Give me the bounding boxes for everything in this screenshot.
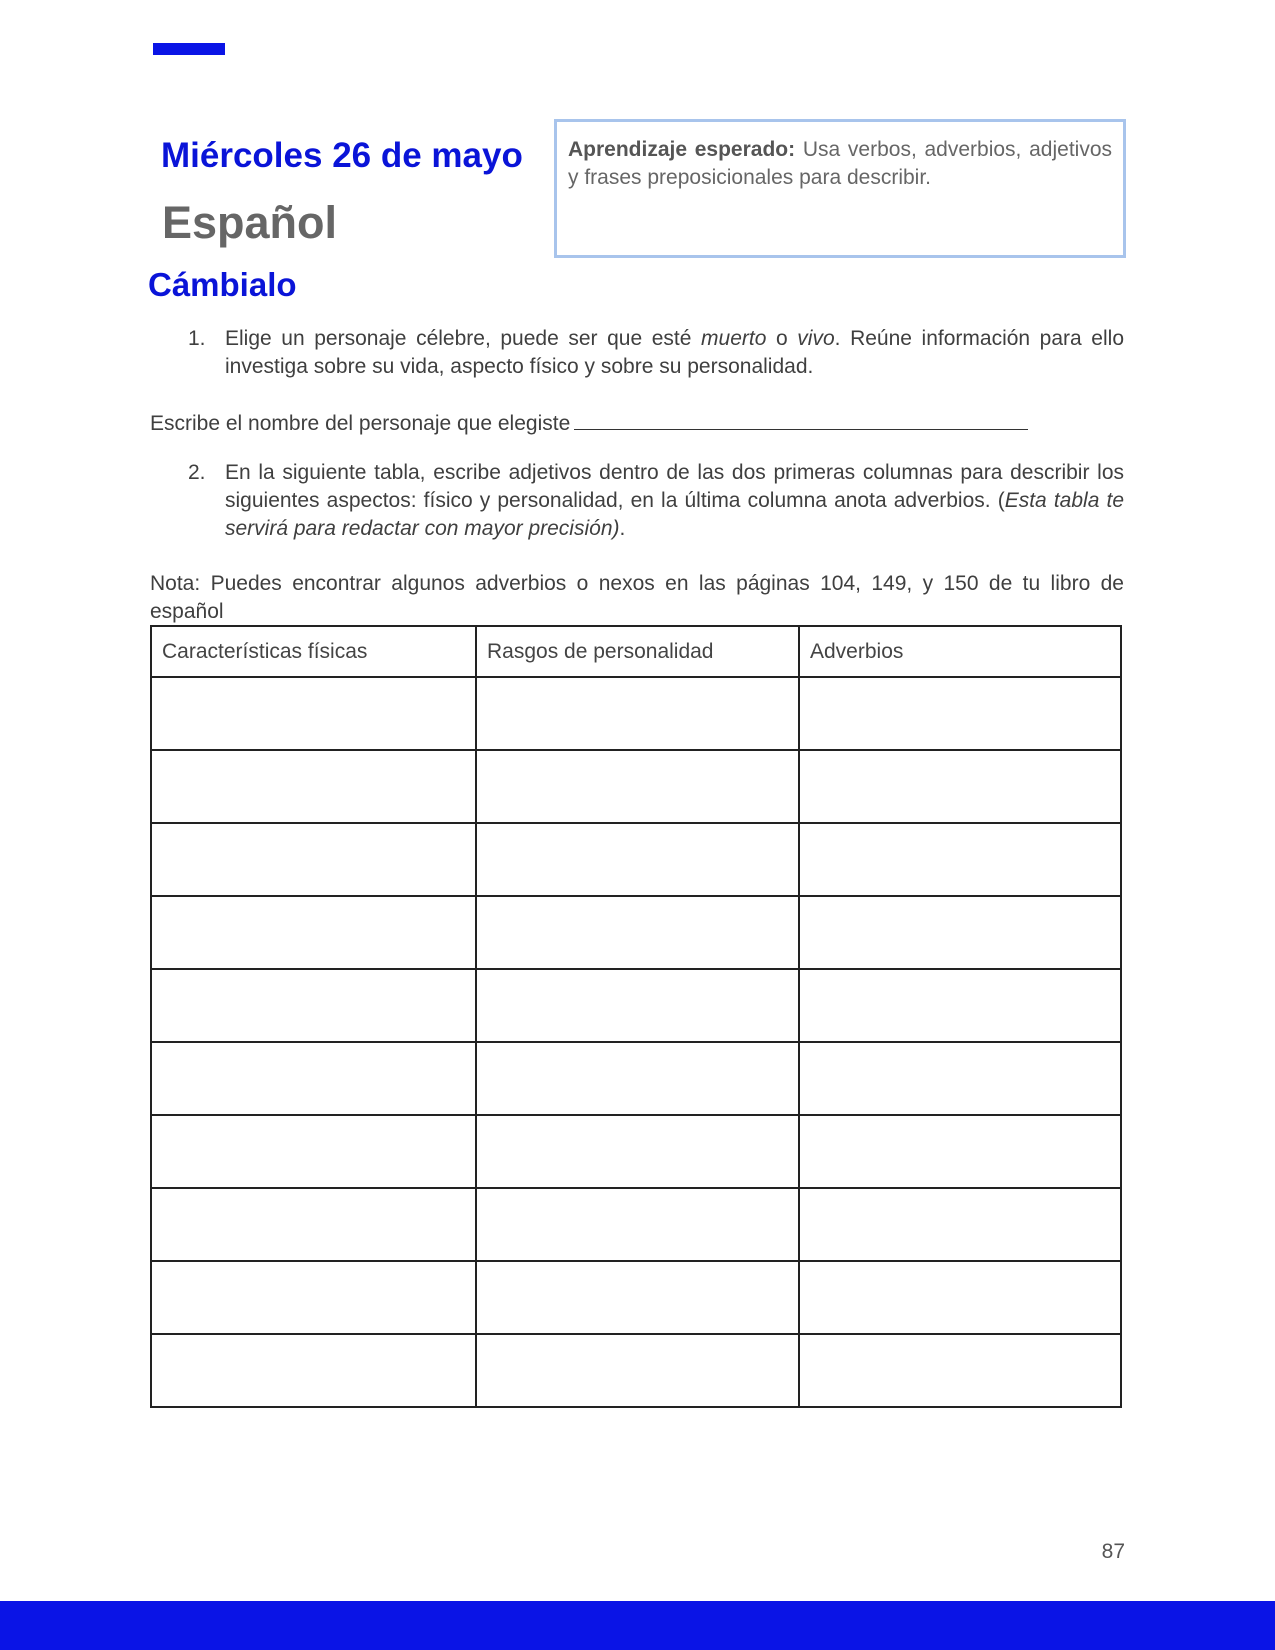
character-name-label: Escribe el nombre del personaje que elegiste xyxy=(150,412,571,435)
header-physical: Características físicas xyxy=(151,626,476,677)
table-cell[interactable] xyxy=(476,677,799,750)
table-cell[interactable] xyxy=(476,969,799,1042)
table-cell[interactable] xyxy=(476,1115,799,1188)
table-cell[interactable] xyxy=(476,1334,799,1407)
character-name-blank[interactable] xyxy=(574,407,1028,430)
table-cell[interactable] xyxy=(476,823,799,896)
table-cell[interactable] xyxy=(476,896,799,969)
table-row xyxy=(151,1188,1121,1261)
table-row xyxy=(151,1042,1121,1115)
table-row xyxy=(151,750,1121,823)
table-header-row xyxy=(151,626,1121,677)
instruction-text: Elige un personaje célebre, puede ser que esté muerto o vivo. Reúne información para ello investiga sobre su vida, aspecto físico y sobre su personalidad. xyxy=(225,327,1124,378)
table-row xyxy=(151,896,1121,969)
character-name-prompt xyxy=(150,407,1028,438)
lesson-date: Miércoles 26 de mayo xyxy=(161,136,523,175)
table-cell[interactable] xyxy=(151,1115,476,1188)
table-cell[interactable] xyxy=(799,1261,1121,1334)
note-text: Nota: Puedes encontrar algunos adverbios o nexos en las páginas 104, 149, y 150 de tu libro de español xyxy=(150,572,1124,623)
expected-learning-text: Usa verbos, adverbios, adjetivos y frases preposicionales para describir. xyxy=(568,138,1112,189)
top-accent-bar xyxy=(153,43,225,55)
header-adverbs: Adverbios xyxy=(799,626,1121,677)
table-row xyxy=(151,823,1121,896)
instruction-number: 2. xyxy=(188,461,206,484)
table-cell[interactable] xyxy=(476,750,799,823)
table-cell[interactable] xyxy=(799,1115,1121,1188)
table-cell[interactable] xyxy=(799,1042,1121,1115)
expected-learning-box xyxy=(554,119,1126,258)
table-cell[interactable] xyxy=(799,677,1121,750)
section-title: Cámbialo xyxy=(148,266,297,303)
table-cell[interactable] xyxy=(151,677,476,750)
table-row xyxy=(151,969,1121,1042)
table-cell[interactable] xyxy=(799,1188,1121,1261)
table-row xyxy=(151,1115,1121,1188)
table-cell[interactable] xyxy=(799,823,1121,896)
header-personality: Rasgos de personalidad xyxy=(476,626,799,677)
table-row xyxy=(151,1334,1121,1407)
table-cell[interactable] xyxy=(799,969,1121,1042)
table-cell[interactable] xyxy=(151,823,476,896)
characteristics-table xyxy=(150,625,1122,1408)
table-cell[interactable] xyxy=(151,969,476,1042)
table-cell[interactable] xyxy=(151,1261,476,1334)
table-cell[interactable] xyxy=(151,1042,476,1115)
table-cell[interactable] xyxy=(799,1334,1121,1407)
table-cell[interactable] xyxy=(476,1042,799,1115)
table-cell[interactable] xyxy=(151,1334,476,1407)
table-cell[interactable] xyxy=(151,1188,476,1261)
instruction-number: 1. xyxy=(188,327,206,350)
subject-title: Español xyxy=(162,197,338,248)
instruction-text: En la siguiente tabla, escribe adjetivos dentro de las dos primeras columnas para describir los siguientes aspectos: físico y personalidad, en la última columna anota adverbios. (Esta tabla te servirá para redactar con mayor precisión). xyxy=(225,461,1124,540)
table-row xyxy=(151,1261,1121,1334)
table-cell[interactable] xyxy=(476,1188,799,1261)
table-row xyxy=(151,677,1121,750)
bottom-accent-bar xyxy=(0,1601,1275,1650)
table-cell[interactable] xyxy=(476,1261,799,1334)
expected-learning-label: Aprendizaje esperado: xyxy=(568,138,796,161)
page-number: 87 xyxy=(1101,1540,1125,1563)
instruction-item-1 xyxy=(188,325,1124,381)
table-cell[interactable] xyxy=(151,750,476,823)
instruction-item-2 xyxy=(188,459,1124,543)
table-cell[interactable] xyxy=(151,896,476,969)
table-cell[interactable] xyxy=(799,896,1121,969)
table-cell[interactable] xyxy=(799,750,1121,823)
